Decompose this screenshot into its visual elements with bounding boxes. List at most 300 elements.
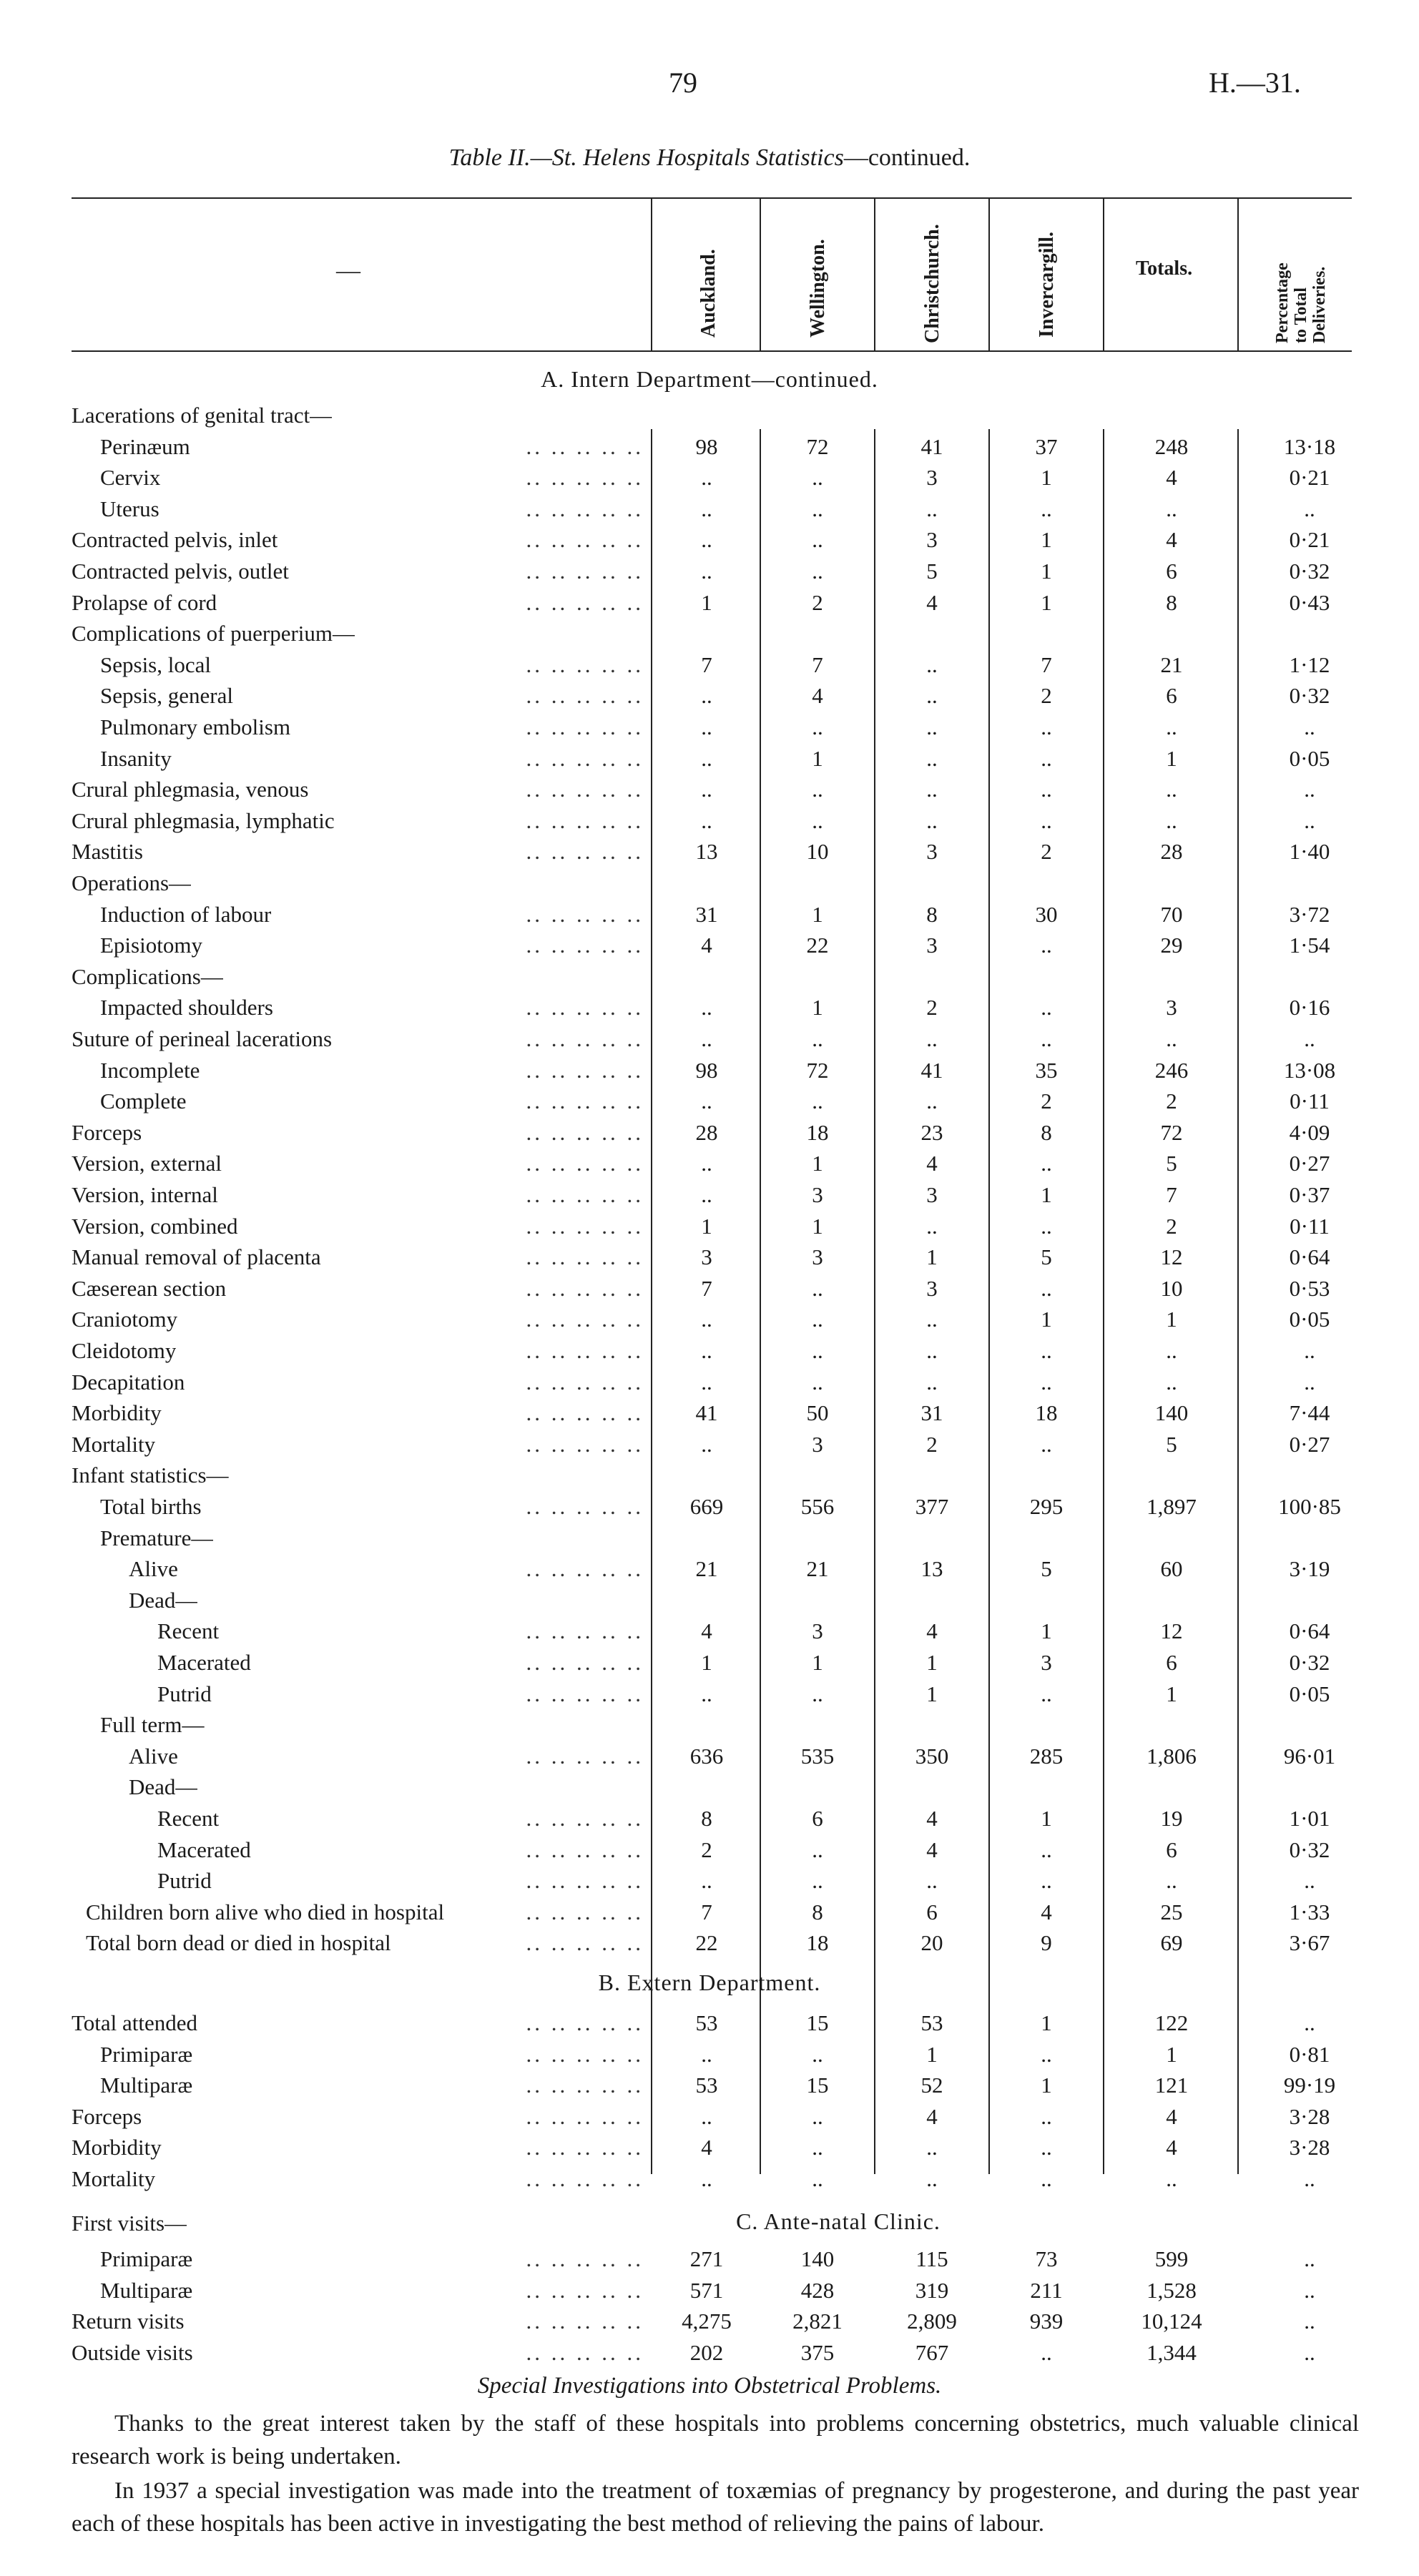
table-cell: 7 [701, 1275, 712, 1301]
header-divider [651, 197, 652, 350]
table-cell: .. [812, 807, 823, 833]
table-cell: 7 [701, 652, 712, 677]
table-cell: .. [812, 1681, 823, 1706]
table-cell: 4 [926, 1806, 938, 1831]
table-cell: .. [812, 527, 823, 553]
leader-dots: .. .. .. .. .. [526, 745, 644, 771]
table-title-italic: Table II.—St. Helens Hospitals Statistics [448, 144, 844, 171]
table-cell: 1 [1041, 2073, 1052, 2098]
table-cell: .. [1304, 1868, 1315, 1894]
row-label: Return visits [72, 2309, 185, 2334]
row-label: Infant statistics— [72, 1462, 229, 1488]
leader-dots: .. .. .. .. .. [526, 1151, 644, 1176]
table-cell: .. [1166, 807, 1177, 833]
table-cell: 10,124 [1141, 2309, 1202, 2334]
table-row [0, 962, 1419, 992]
table-cell: 1 [1041, 527, 1052, 553]
row-label: Dead— [129, 1774, 198, 1800]
row-label: Mortality [72, 1431, 156, 1457]
table-cell: 31 [920, 1400, 943, 1426]
table-row [0, 2244, 1419, 2274]
table-cell: 3 [926, 1275, 938, 1301]
table-cell: .. [701, 2041, 712, 2067]
investigations-subtitle: Special Investigations into Obstetrical Problems. [477, 2373, 942, 2399]
table-cell: 1 [1041, 1182, 1052, 1207]
row-label: Pulmonary embolism [100, 714, 291, 739]
leader-dots: .. .. .. .. .. [526, 1369, 644, 1395]
table-cell: 211 [1030, 2277, 1063, 2303]
table-row [0, 1056, 1419, 1086]
row-label: Alive [129, 1743, 178, 1769]
row-label: Recent [157, 1806, 220, 1831]
table-cell: .. [701, 527, 712, 553]
row-label: Manual removal of placenta [72, 1244, 321, 1270]
table-cell: 535 [800, 1743, 835, 1769]
table-row [0, 1149, 1419, 1179]
table-title-suffix: —continued. [843, 144, 971, 171]
table-row [0, 681, 1419, 711]
table-cell: .. [1041, 1431, 1052, 1457]
table-cell: 6 [1166, 559, 1177, 584]
table-cell: 7 [1166, 1182, 1177, 1207]
header-divider [988, 197, 990, 350]
row-label: Decapitation [72, 1369, 185, 1395]
table-cell: 4 [701, 2135, 712, 2160]
leader-dots: .. .. .. .. .. [526, 1119, 644, 1145]
table-row [0, 806, 1419, 836]
table-cell: 285 [1029, 1743, 1064, 1769]
row-label: Children born alive who died in hospital [86, 1899, 445, 1924]
table-cell: .. [701, 995, 712, 1021]
table-cell: 3 [926, 1182, 938, 1207]
leader-dots: .. .. .. .. .. [526, 2166, 644, 2191]
header-divider [1237, 197, 1239, 350]
row-label: Insanity [100, 745, 172, 771]
table-cell: 4 [812, 683, 823, 709]
leader-dots: .. .. .. .. .. [526, 652, 644, 677]
row-label: Craniotomy [72, 1307, 178, 1332]
table-cell: 41 [920, 433, 943, 459]
table-cell: .. [1166, 1868, 1177, 1894]
header-divider [874, 197, 875, 350]
table-row [0, 744, 1419, 774]
table-cell: .. [812, 1369, 823, 1395]
table-cell: 0·05 [1289, 1681, 1330, 1706]
table-cell: 1 [1041, 1307, 1052, 1332]
table-cell: .. [926, 652, 938, 677]
leader-dots: .. .. .. .. .. [526, 1556, 644, 1582]
table-cell: 6 [1166, 683, 1177, 709]
table-row [0, 1586, 1419, 1616]
table-cell: 319 [915, 2277, 949, 2303]
table-cell: .. [701, 1182, 712, 1207]
table-cell: 767 [915, 2339, 949, 2365]
table-cell: 18 [806, 1119, 829, 1145]
leader-dots: .. .. .. .. .. [526, 2103, 644, 2129]
table-cell: 7 [701, 1899, 712, 1924]
leader-dots: .. .. .. .. .. [526, 2010, 644, 2035]
table-row [0, 1741, 1419, 1771]
table-cell: 6 [1166, 1837, 1177, 1862]
col-head-christchurch: Christchurch. [921, 224, 943, 343]
row-label: Complications of puerperium— [72, 621, 355, 647]
table-row [0, 1086, 1419, 1116]
table-row [0, 2008, 1419, 2038]
table-cell: .. [926, 1307, 938, 1332]
table-cell: .. [1041, 2041, 1052, 2067]
table-cell: .. [701, 1307, 712, 1332]
row-label: Cleidotomy [72, 1338, 177, 1363]
table-cell: 1 [1166, 745, 1177, 771]
col-head-invercargill: Invercargill. [1036, 231, 1058, 338]
table-cell: 21 [806, 1556, 829, 1582]
table-cell: 0·27 [1289, 1431, 1330, 1457]
table-cell: .. [812, 1837, 823, 1862]
table-cell: 1·33 [1289, 1899, 1330, 1924]
table-cell: .. [701, 745, 712, 771]
table-cell: 8 [1166, 589, 1177, 615]
table-cell: 295 [1029, 1494, 1064, 1519]
leader-dots: .. .. .. .. .. [526, 1899, 644, 1924]
table-cell: 52 [920, 2073, 943, 2098]
table-row [0, 400, 1419, 431]
table-cell: 1 [926, 1681, 938, 1706]
table-cell: 2 [926, 995, 938, 1021]
table-cell: .. [812, 714, 823, 739]
table-cell: 0·64 [1289, 1618, 1330, 1644]
table-cell: 12 [1160, 1244, 1183, 1270]
table-cell: 50 [806, 1400, 829, 1426]
table-cell: .. [1041, 2135, 1052, 2160]
row-label: Recent [157, 1618, 220, 1644]
col-head-auckland: Auckland. [697, 249, 720, 338]
table-cell: 115 [915, 2246, 948, 2271]
row-label: Uterus [100, 496, 159, 521]
table-cell: 4 [1041, 1899, 1052, 1924]
table-cell: 21 [1160, 652, 1183, 677]
table-cell: .. [1041, 807, 1052, 833]
table-cell: 1 [1041, 589, 1052, 615]
leader-dots: .. .. .. .. .. [526, 2309, 644, 2334]
row-label: Version, external [72, 1151, 222, 1176]
table-row [0, 463, 1419, 493]
table-cell: .. [926, 777, 938, 802]
row-label: Impacted shoulders [100, 995, 273, 1021]
table-row [0, 2102, 1419, 2132]
table-cell: 29 [1160, 933, 1183, 958]
table-row [0, 1772, 1419, 1802]
table-cell: 13·18 [1283, 433, 1336, 459]
table-cell: 2 [1041, 839, 1052, 865]
table-cell: 121 [1154, 2073, 1189, 2098]
table-cell: 8 [812, 1899, 823, 1924]
section-b-heading: B. Extern Department. [598, 1970, 821, 1995]
table-cell: 41 [920, 1057, 943, 1083]
leader-dots: .. .. .. .. .. [526, 1400, 644, 1426]
leader-dots: .. .. .. .. .. [526, 1806, 644, 1831]
table-cell: .. [701, 559, 712, 584]
table-cell: .. [812, 2041, 823, 2067]
table-cell: .. [1166, 496, 1177, 521]
table-cell: 72 [806, 1057, 829, 1083]
dash-header: — [336, 257, 360, 284]
table-cell: 0·32 [1289, 1837, 1330, 1862]
table-cell: .. [812, 2103, 823, 2129]
table-cell: .. [1041, 745, 1052, 771]
table-cell: .. [812, 2166, 823, 2191]
table-cell: 3 [701, 1244, 712, 1270]
table-cell: .. [1041, 1213, 1052, 1239]
table-cell: 636 [689, 1743, 724, 1769]
table-cell: 4,275 [682, 2309, 732, 2334]
table-cell: .. [812, 465, 823, 491]
leader-dots: .. .. .. .. .. [526, 2246, 644, 2271]
table-cell: 7 [1041, 652, 1052, 677]
leader-dots: .. .. .. .. .. [526, 714, 644, 739]
table-cell: 0·21 [1289, 465, 1330, 491]
leader-dots: .. .. .. .. .. [526, 1057, 644, 1083]
table-cell: .. [701, 496, 712, 521]
table-cell: 98 [695, 1057, 718, 1083]
row-label: Contracted pelvis, outlet [72, 559, 289, 584]
table-cell: .. [701, 1338, 712, 1363]
row-label: Suture of perineal lacerations [72, 1026, 333, 1051]
table-cell: .. [1304, 2309, 1315, 2334]
row-label: Total born dead or died in hospital [86, 1930, 391, 1956]
table-cell: 1,897 [1147, 1494, 1197, 1519]
table-cell: 122 [1154, 2010, 1189, 2035]
table-cell: 2 [926, 1431, 938, 1457]
table-cell: .. [1304, 2339, 1315, 2365]
table-cell: .. [926, 683, 938, 709]
table-cell: 1 [1041, 559, 1052, 584]
table-row [0, 2306, 1419, 2336]
table-cell: .. [701, 465, 712, 491]
table-cell: 8 [926, 901, 938, 927]
table-cell: 0·21 [1289, 527, 1330, 553]
table-cell: 60 [1160, 1556, 1183, 1582]
table-cell: 53 [695, 2073, 718, 2098]
table-cell: 35 [1035, 1057, 1058, 1083]
section-a-heading: A. Intern Department—continued. [541, 366, 878, 392]
leader-dots: .. .. .. .. .. [526, 683, 644, 709]
leader-dots: .. .. .. .. .. [526, 433, 644, 459]
table-cell: 4 [1166, 527, 1177, 553]
table-cell: 1,528 [1147, 2277, 1197, 2303]
table-row [0, 619, 1419, 649]
table-cell: 37 [1035, 433, 1058, 459]
table-cell: 5 [1166, 1151, 1177, 1176]
table-cell: 0·27 [1289, 1151, 1330, 1176]
table-cell: 140 [1154, 1400, 1189, 1426]
row-label: Mortality [72, 2166, 156, 2191]
table-cell: 1 [1041, 2010, 1052, 2035]
leader-dots: .. .. .. .. .. [526, 1182, 644, 1207]
header-top-rule [72, 197, 1352, 199]
table-cell: 202 [689, 2339, 724, 2365]
leader-dots: .. .. .. .. .. [526, 1431, 644, 1457]
table-cell: .. [1304, 2010, 1315, 2035]
table-cell: 0·11 [1290, 1088, 1330, 1114]
table-cell: 1 [812, 901, 823, 927]
section-c-heading: C. Ante-natal Clinic. [736, 2208, 941, 2234]
table-cell: .. [701, 1868, 712, 1894]
table-cell: .. [926, 1338, 938, 1363]
table-cell: .. [701, 1026, 712, 1051]
table-cell: .. [701, 1369, 712, 1395]
table-row [0, 1554, 1419, 1584]
table-cell: .. [1041, 1837, 1052, 1862]
row-label: Full term— [100, 1712, 205, 1738]
table-cell: 0·16 [1289, 995, 1330, 1021]
table-row [0, 1460, 1419, 1490]
table-cell: 41 [695, 1400, 718, 1426]
leader-dots: .. .. .. .. .. [526, 1868, 644, 1894]
table-cell: 1 [1166, 1307, 1177, 1332]
table-cell: .. [812, 1338, 823, 1363]
table-cell: .. [812, 1275, 823, 1301]
table-cell: .. [1166, 1338, 1177, 1363]
table-cell: 599 [1154, 2246, 1189, 2271]
table-cell: 2 [1041, 683, 1052, 709]
table-cell: 4 [926, 1837, 938, 1862]
paragraph-1: Thanks to the great interest taken by the staff of these hospitals into problems concerning obstetrics, much valuable clinical research work is being undertaken. [72, 2411, 1359, 2469]
leader-dots: .. .. .. .. .. [526, 465, 644, 491]
leader-dots: .. .. .. .. .. [526, 933, 644, 958]
table-cell: 375 [800, 2339, 835, 2365]
row-label: Perinæum [100, 433, 190, 459]
table-cell: 9 [1041, 1930, 1052, 1956]
table-cell: .. [926, 1369, 938, 1395]
table-cell: 3 [812, 1244, 823, 1270]
table-row [0, 588, 1419, 618]
row-label: Putrid [157, 1868, 212, 1894]
leader-dots: .. .. .. .. .. [526, 1213, 644, 1239]
table-cell: 28 [1160, 839, 1183, 865]
table-cell: 5 [1166, 1431, 1177, 1457]
table-cell: 72 [806, 433, 829, 459]
table-cell: .. [812, 496, 823, 521]
table-cell: 1 [1041, 1806, 1052, 1831]
table-row [0, 1710, 1419, 1740]
table-cell: 1·54 [1289, 933, 1330, 958]
table-row [0, 2276, 1419, 2306]
table-cell: .. [1041, 2339, 1052, 2365]
table-cell: 7 [812, 652, 823, 677]
table-cell: .. [1166, 2166, 1177, 2191]
row-label: Premature— [100, 1525, 214, 1550]
table-cell: 248 [1154, 433, 1189, 459]
header-divider [1103, 197, 1104, 350]
row-label: Total attended [72, 2010, 198, 2035]
table-cell: 1 [926, 1244, 938, 1270]
table-cell: 13 [695, 839, 718, 865]
page-number: 79 [669, 67, 697, 99]
table-cell: 0·43 [1289, 589, 1330, 615]
table-cell: .. [926, 2166, 938, 2191]
table-cell: .. [701, 1088, 712, 1114]
table-cell: 28 [695, 1119, 718, 1145]
table-cell: .. [701, 1431, 712, 1457]
table-cell: 8 [1041, 1119, 1052, 1145]
row-label: Cervix [100, 465, 161, 491]
table-cell: .. [1041, 1868, 1052, 1894]
col-head-totals: Totals. [1136, 257, 1193, 280]
table-cell: .. [1041, 1369, 1052, 1395]
table-cell: 1 [812, 1650, 823, 1675]
table-row [0, 1274, 1419, 1304]
table-cell: .. [1304, 777, 1315, 802]
table-cell: 30 [1035, 901, 1058, 927]
table-cell: .. [1041, 1026, 1052, 1051]
table-cell: .. [926, 2135, 938, 2160]
leader-dots: .. .. .. .. .. [526, 589, 644, 615]
table-cell: 0·32 [1289, 559, 1330, 584]
table-cell: 246 [1154, 1057, 1189, 1083]
row-label: Forceps [72, 2103, 142, 2129]
row-label: Primiparæ [100, 2246, 193, 2271]
paragraph-2: In 1937 a special investigation was made into the treatment of toxæmias of pregnancy by progesterone, and during the past year each of these hospitals has been active in investigating the best method of relieving the pains of labour. [72, 2478, 1359, 2537]
table-row [0, 1398, 1419, 1428]
table-cell: 0·53 [1289, 1275, 1330, 1301]
table-row [0, 1928, 1419, 1958]
table-cell: 3 [1166, 995, 1177, 1021]
row-label: Macerated [157, 1837, 251, 1862]
table-cell: 3·28 [1289, 2135, 1330, 2160]
table-cell: .. [1304, 1026, 1315, 1051]
table-row [0, 2040, 1419, 2070]
table-cell: 4 [1166, 2135, 1177, 2160]
table-cell: 2 [1166, 1213, 1177, 1239]
table-cell: .. [926, 714, 938, 739]
table-cell: .. [701, 714, 712, 739]
table-cell: 4 [701, 933, 712, 958]
table-cell: 0·05 [1289, 745, 1330, 771]
table-cell: 571 [689, 2277, 724, 2303]
table-row [0, 2133, 1419, 2163]
row-label: First visits— [72, 2211, 187, 2236]
table-cell: 22 [695, 1930, 718, 1956]
table-cell: 18 [1035, 1400, 1058, 1426]
table-cell: 1·40 [1289, 839, 1330, 865]
table-cell: .. [1304, 2277, 1315, 2303]
header-bottom-rule [72, 350, 1352, 352]
table-cell: 669 [689, 1494, 724, 1519]
table-cell: 3 [812, 1431, 823, 1457]
row-label: Multiparæ [100, 2073, 193, 2098]
table-cell: 271 [689, 2246, 724, 2271]
table-cell: 2 [1166, 1088, 1177, 1114]
table-cell: .. [812, 1088, 823, 1114]
leader-dots: .. .. .. .. .. [526, 1275, 644, 1301]
table-cell: 20 [920, 1930, 943, 1956]
table-cell: 3·28 [1289, 2103, 1330, 2129]
leader-dots: .. .. .. .. .. [526, 1307, 644, 1332]
row-label: Episiotomy [100, 933, 202, 958]
row-label: Dead— [129, 1587, 198, 1613]
table-cell: 3 [926, 933, 938, 958]
table-cell: .. [1041, 995, 1052, 1021]
table-cell: .. [1041, 1151, 1052, 1176]
table-cell: 15 [806, 2010, 829, 2035]
row-label: Forceps [72, 1119, 142, 1145]
table-row [0, 1118, 1419, 1148]
table-cell: .. [1304, 1369, 1315, 1395]
leader-dots: .. .. .. .. .. [526, 1244, 644, 1270]
table-cell: 73 [1035, 2246, 1058, 2271]
table-cell: 3 [812, 1182, 823, 1207]
table-cell: .. [926, 496, 938, 521]
